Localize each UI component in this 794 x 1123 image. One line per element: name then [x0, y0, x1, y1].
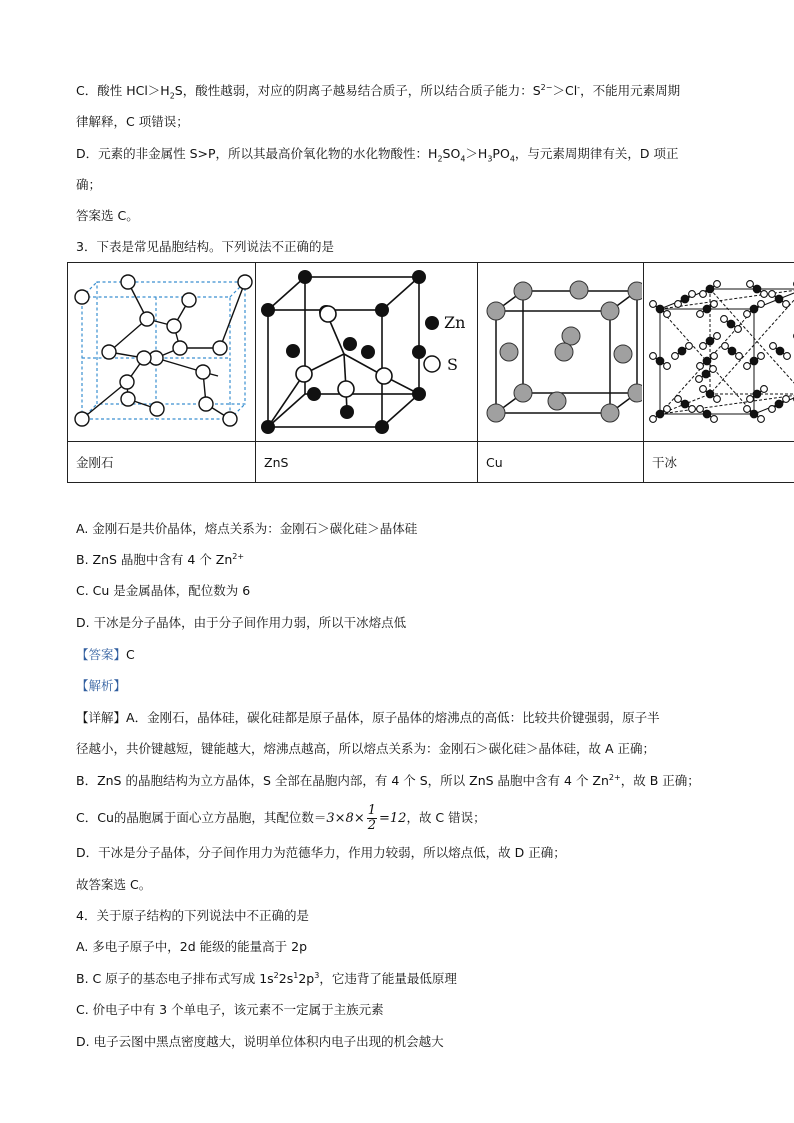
q2-option-c-line1: C．酸性 $HCl>H_2S$，酸性越弱，对应的阴离子越易结合质子，所以结合质子能力：$S^{2-}>Cl^-$，不能用元素周期: [76, 82, 681, 101]
fraction-one-half: $\frac{1}{2}$: [367, 803, 376, 833]
q4-option-b: B. C 原子的基态电子排布式写成 $1s^22s^12p^3$，它违背了能量最低原理: [76, 970, 457, 986]
carbon-atom: [223, 412, 237, 426]
zn-atom: [261, 303, 275, 317]
carbon-atom: [213, 341, 227, 355]
zn-atom: [343, 337, 357, 351]
carbon-atom: [121, 275, 135, 289]
label-dry-ice: 干冰: [644, 442, 794, 483]
q3-stem: 3．下表是常见晶胞结构。下列说法不正确的是: [76, 239, 334, 254]
cu-atom: [570, 281, 588, 299]
q3-option-b: B. ZnS 晶胞中含有 4 个 $Zn^{2+}$: [76, 551, 245, 567]
zn-atom: [261, 420, 275, 434]
zn-legend-swatch: [425, 316, 439, 330]
q4-option-d: D. 电子云图中黑点密度越大，说明单位体积内电子出现的机会越大: [76, 1034, 444, 1049]
zns-structure-figure: [256, 264, 476, 440]
s-atom: [338, 381, 354, 397]
q2-option-d-line1: D．元素的非金属性 S>P，所以其最高价氧化物的水化物酸性：$H_2SO_4>H_3PO_4$，与元素周期律有关，D 项正: [76, 146, 679, 164]
q2-option-d-line2: 确；: [76, 177, 102, 192]
dry-ice-cell: [644, 263, 794, 442]
co2-molecule: [770, 343, 791, 360]
zn-atom: [298, 270, 312, 284]
q3-answer: 【答案】C: [76, 647, 135, 662]
q3-explanation-d: D．干冰是分子晶体，分子间作用力为范德华力，作用力较弱，所以熔点低，故 D 正确；: [76, 845, 566, 860]
q4-option-a: A. 多电子原子中，2d 能级的能量高于 2p: [76, 939, 308, 954]
cu-atom: [500, 343, 518, 361]
zn-atom: [375, 420, 389, 434]
q3-explanation-a-line2: 径越小，共价键越短，键能越大，熔沸点越高，所以熔点关系为：金刚石＞碳化硅＞晶体硅，故 A 正确；: [76, 741, 655, 756]
s-atom: [376, 368, 392, 384]
q3-option-c: C. Cu 是金属晶体，配位数为 6: [76, 583, 251, 598]
zn-atom: [412, 387, 426, 401]
cu-atom: [614, 345, 632, 363]
q3-explanation-c: C．Cu的晶胞属于面心立方晶胞，其配位数＝3×8× $\frac{1}{2}$ =12，故 C 错误；: [76, 803, 486, 833]
zns-cell: [256, 263, 478, 442]
label-diamond: 金刚石: [68, 442, 256, 483]
carbon-atom: [150, 402, 164, 416]
s-atom: [320, 306, 336, 322]
cu-atom: [555, 343, 573, 361]
cu-structure-figure: [478, 264, 642, 440]
cu-atom: [487, 302, 505, 320]
co2-molecule: [722, 343, 743, 360]
s-legend-swatch: [424, 356, 440, 372]
co2-molecule: [721, 316, 742, 333]
zn-atom: [307, 387, 321, 401]
diamond-cell: [68, 263, 256, 442]
carbon-atom: [137, 351, 151, 365]
carbon-atom: [102, 345, 116, 359]
q3-analysis-heading: 【解析】: [76, 678, 127, 693]
label-zns: ZnS: [256, 442, 478, 483]
q3-option-d: D. 干冰是分子晶体，由于分子间作用力弱，所以干冰熔点低: [76, 615, 407, 630]
cu-cell: [478, 263, 644, 442]
carbon-atom: [182, 293, 196, 307]
carbon-atom: [75, 290, 89, 304]
diamond-structure-figure: [68, 264, 254, 440]
q3-explanation-b: B．ZnS 的晶胞结构为立方晶体，S 全部在晶胞内部，有 4 个 S，所以 ZnS 晶胞中含有 4 个 $Zn^{2+}$，故 B 正确；: [76, 772, 700, 788]
carbon-atom: [75, 412, 89, 426]
cu-atom: [514, 384, 532, 402]
cu-atom: [601, 302, 619, 320]
q4-stem: 4．关于原子结构的下列说法中不正确的是: [76, 908, 309, 923]
zn-atom: [412, 345, 426, 359]
co2-molecule: [769, 291, 790, 308]
zn-atom: [340, 405, 354, 419]
cu-atom: [548, 392, 566, 410]
carbon-atom: [238, 275, 252, 289]
carbon-atom: [140, 312, 154, 326]
s-legend-label: S: [447, 355, 458, 374]
cu-atom: [628, 384, 642, 402]
cu-atom: [628, 282, 642, 300]
zn-atom: [286, 344, 300, 358]
s-atom: [296, 366, 312, 382]
crystal-cell-table: [67, 262, 794, 483]
carbon-atom: [196, 365, 210, 379]
label-cu: Cu: [478, 442, 644, 483]
carbon-atom: [173, 341, 187, 355]
zn-atom: [412, 270, 426, 284]
dry-ice-structure-figure: [644, 264, 794, 440]
zn-legend-label: Zn: [444, 313, 466, 332]
cu-atom: [487, 404, 505, 422]
carbon-atom: [167, 319, 181, 333]
q4-option-c: C. 价电子中有 3 个单电子，该元素不一定属于主族元素: [76, 1002, 384, 1017]
zn-atom: [361, 345, 375, 359]
cu-atom: [562, 327, 580, 345]
co2-molecule: [675, 396, 696, 413]
cu-atom: [601, 404, 619, 422]
co2-molecule: [672, 343, 693, 360]
cu-atom: [514, 282, 532, 300]
carbon-atom: [120, 375, 134, 389]
carbon-atom: [121, 392, 135, 406]
q2-answer: 答案选 C。: [76, 208, 139, 223]
q3-option-a: A. 金刚石是共价晶体，熔点关系为：金刚石＞碳化硅＞晶体硅: [76, 521, 418, 536]
zn-atom: [375, 303, 389, 317]
carbon-atom: [199, 397, 213, 411]
q3-conclusion: 故答案选 C。: [76, 877, 152, 892]
q3-explanation-a-line1: 【详解】A．金刚石，晶体硅，碳化硅都是原子晶体，原子晶体的熔沸点的高低：比较共价键强弱，原子半: [76, 710, 660, 725]
q2-option-c-line2: 律解释，C 项错误；: [76, 114, 189, 129]
